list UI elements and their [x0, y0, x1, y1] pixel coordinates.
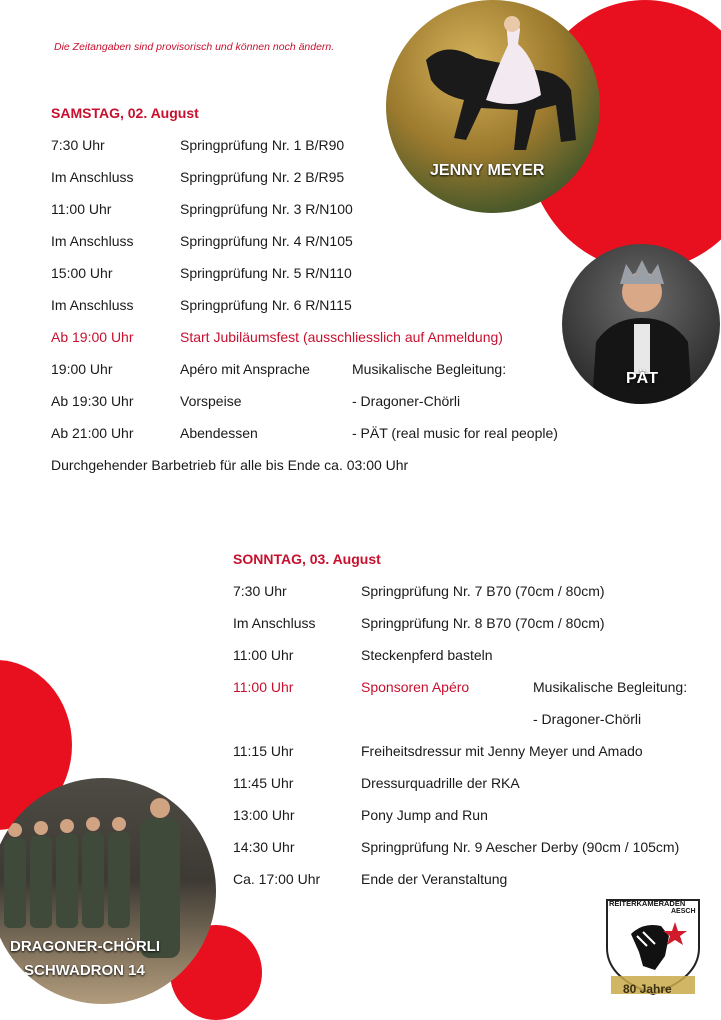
event: Pony Jump and Run — [361, 807, 488, 823]
pat-photo — [562, 244, 720, 404]
time: 11:15 Uhr — [233, 743, 294, 759]
time: Ab 21:00 Uhr — [51, 425, 134, 441]
choir-label-line2: SCHWADRON 14 — [24, 962, 145, 979]
event: Springprüfung Nr. 6 R/N115 — [180, 297, 352, 313]
extra: Musikalische Begleitung: — [533, 679, 688, 695]
time: Ab 19:30 Uhr — [51, 393, 134, 409]
event: Springprüfung Nr. 3 R/N100 — [180, 201, 353, 217]
time: 11:45 Uhr — [233, 775, 294, 791]
logo-title: REITERKAMERADEN — [609, 899, 686, 908]
saturday-heading: SAMSTAG, 02. August — [51, 105, 199, 121]
event: Springprüfung Nr. 8 B70 (70cm / 80cm) — [361, 615, 605, 631]
time: 19:00 Uhr — [51, 361, 113, 377]
event: Springprüfung Nr. 7 B70 (70cm / 80cm) — [361, 583, 605, 599]
event: Start Jubiläumsfest (ausschliesslich auf Anmeldung) — [180, 329, 503, 345]
time: 15:00 Uhr — [51, 265, 113, 281]
extra: - Dragoner-Chörli — [352, 393, 461, 409]
event: Springprüfung Nr. 2 B/R95 — [180, 169, 345, 185]
event: Dressurquadrille der RKA — [361, 775, 520, 791]
jenny-meyer-label: JENNY MEYER — [430, 162, 545, 179]
time: 13:00 Uhr — [233, 807, 295, 823]
extra: - PÄT (real music for real people) — [352, 425, 558, 441]
time: Ca. 17:00 Uhr — [233, 871, 321, 887]
logo-banner: 80 Jahre — [623, 982, 672, 996]
event: Ende der Veranstaltung — [361, 871, 508, 887]
event: Abendessen — [180, 425, 258, 441]
event: Springprüfung Nr. 9 Aescher Derby (90cm / 105cm) — [361, 839, 680, 855]
time: 14:30 Uhr — [233, 839, 295, 855]
horse-rider-icon — [386, 0, 600, 213]
time: Im Anschluss — [51, 169, 134, 185]
time: 11:00 Uhr — [233, 647, 294, 663]
time: 11:00 Uhr — [51, 201, 112, 217]
time: 11:00 Uhr — [233, 679, 294, 695]
saturday-footer: Durchgehender Barbetrieb für alle bis Ende ca. 03:00 Uhr — [51, 457, 409, 473]
event: Springprüfung Nr. 4 R/N105 — [180, 233, 353, 249]
event: Springprüfung Nr. 1 B/R90 — [180, 137, 345, 153]
time: 7:30 Uhr — [51, 137, 105, 153]
event: Springprüfung Nr. 5 R/N110 — [180, 265, 352, 281]
pat-label: PÄT — [626, 370, 658, 387]
event: Freiheitsdressur mit Jenny Meyer und Amado — [361, 743, 643, 759]
event: Vorspeise — [180, 393, 242, 409]
disclaimer-note: Die Zeitangaben sind provisorisch und können noch ändern. — [54, 41, 335, 53]
extra: - Dragoner-Chörli — [533, 711, 642, 727]
logo-subtitle: AESCH — [671, 908, 696, 915]
time: Im Anschluss — [51, 297, 134, 313]
time: Im Anschluss — [51, 233, 134, 249]
extra: Musikalische Begleitung: — [352, 361, 507, 377]
sunday-heading: SONNTAG, 03. August — [233, 551, 381, 567]
choir-label-line1: DRAGONER-CHÖRLI — [10, 938, 160, 955]
time: Im Anschluss — [233, 615, 316, 631]
event: Sponsoren Apéro — [361, 679, 470, 695]
event: Apéro mit Ansprache — [180, 361, 310, 377]
jenny-meyer-photo — [386, 0, 600, 213]
dragoner-choerli-photo — [0, 778, 216, 1004]
time: Ab 19:00 Uhr — [51, 329, 134, 345]
event: Steckenpferd basteln — [361, 647, 493, 663]
time: 7:30 Uhr — [233, 583, 287, 599]
reiterkameraden-logo — [603, 896, 703, 1000]
